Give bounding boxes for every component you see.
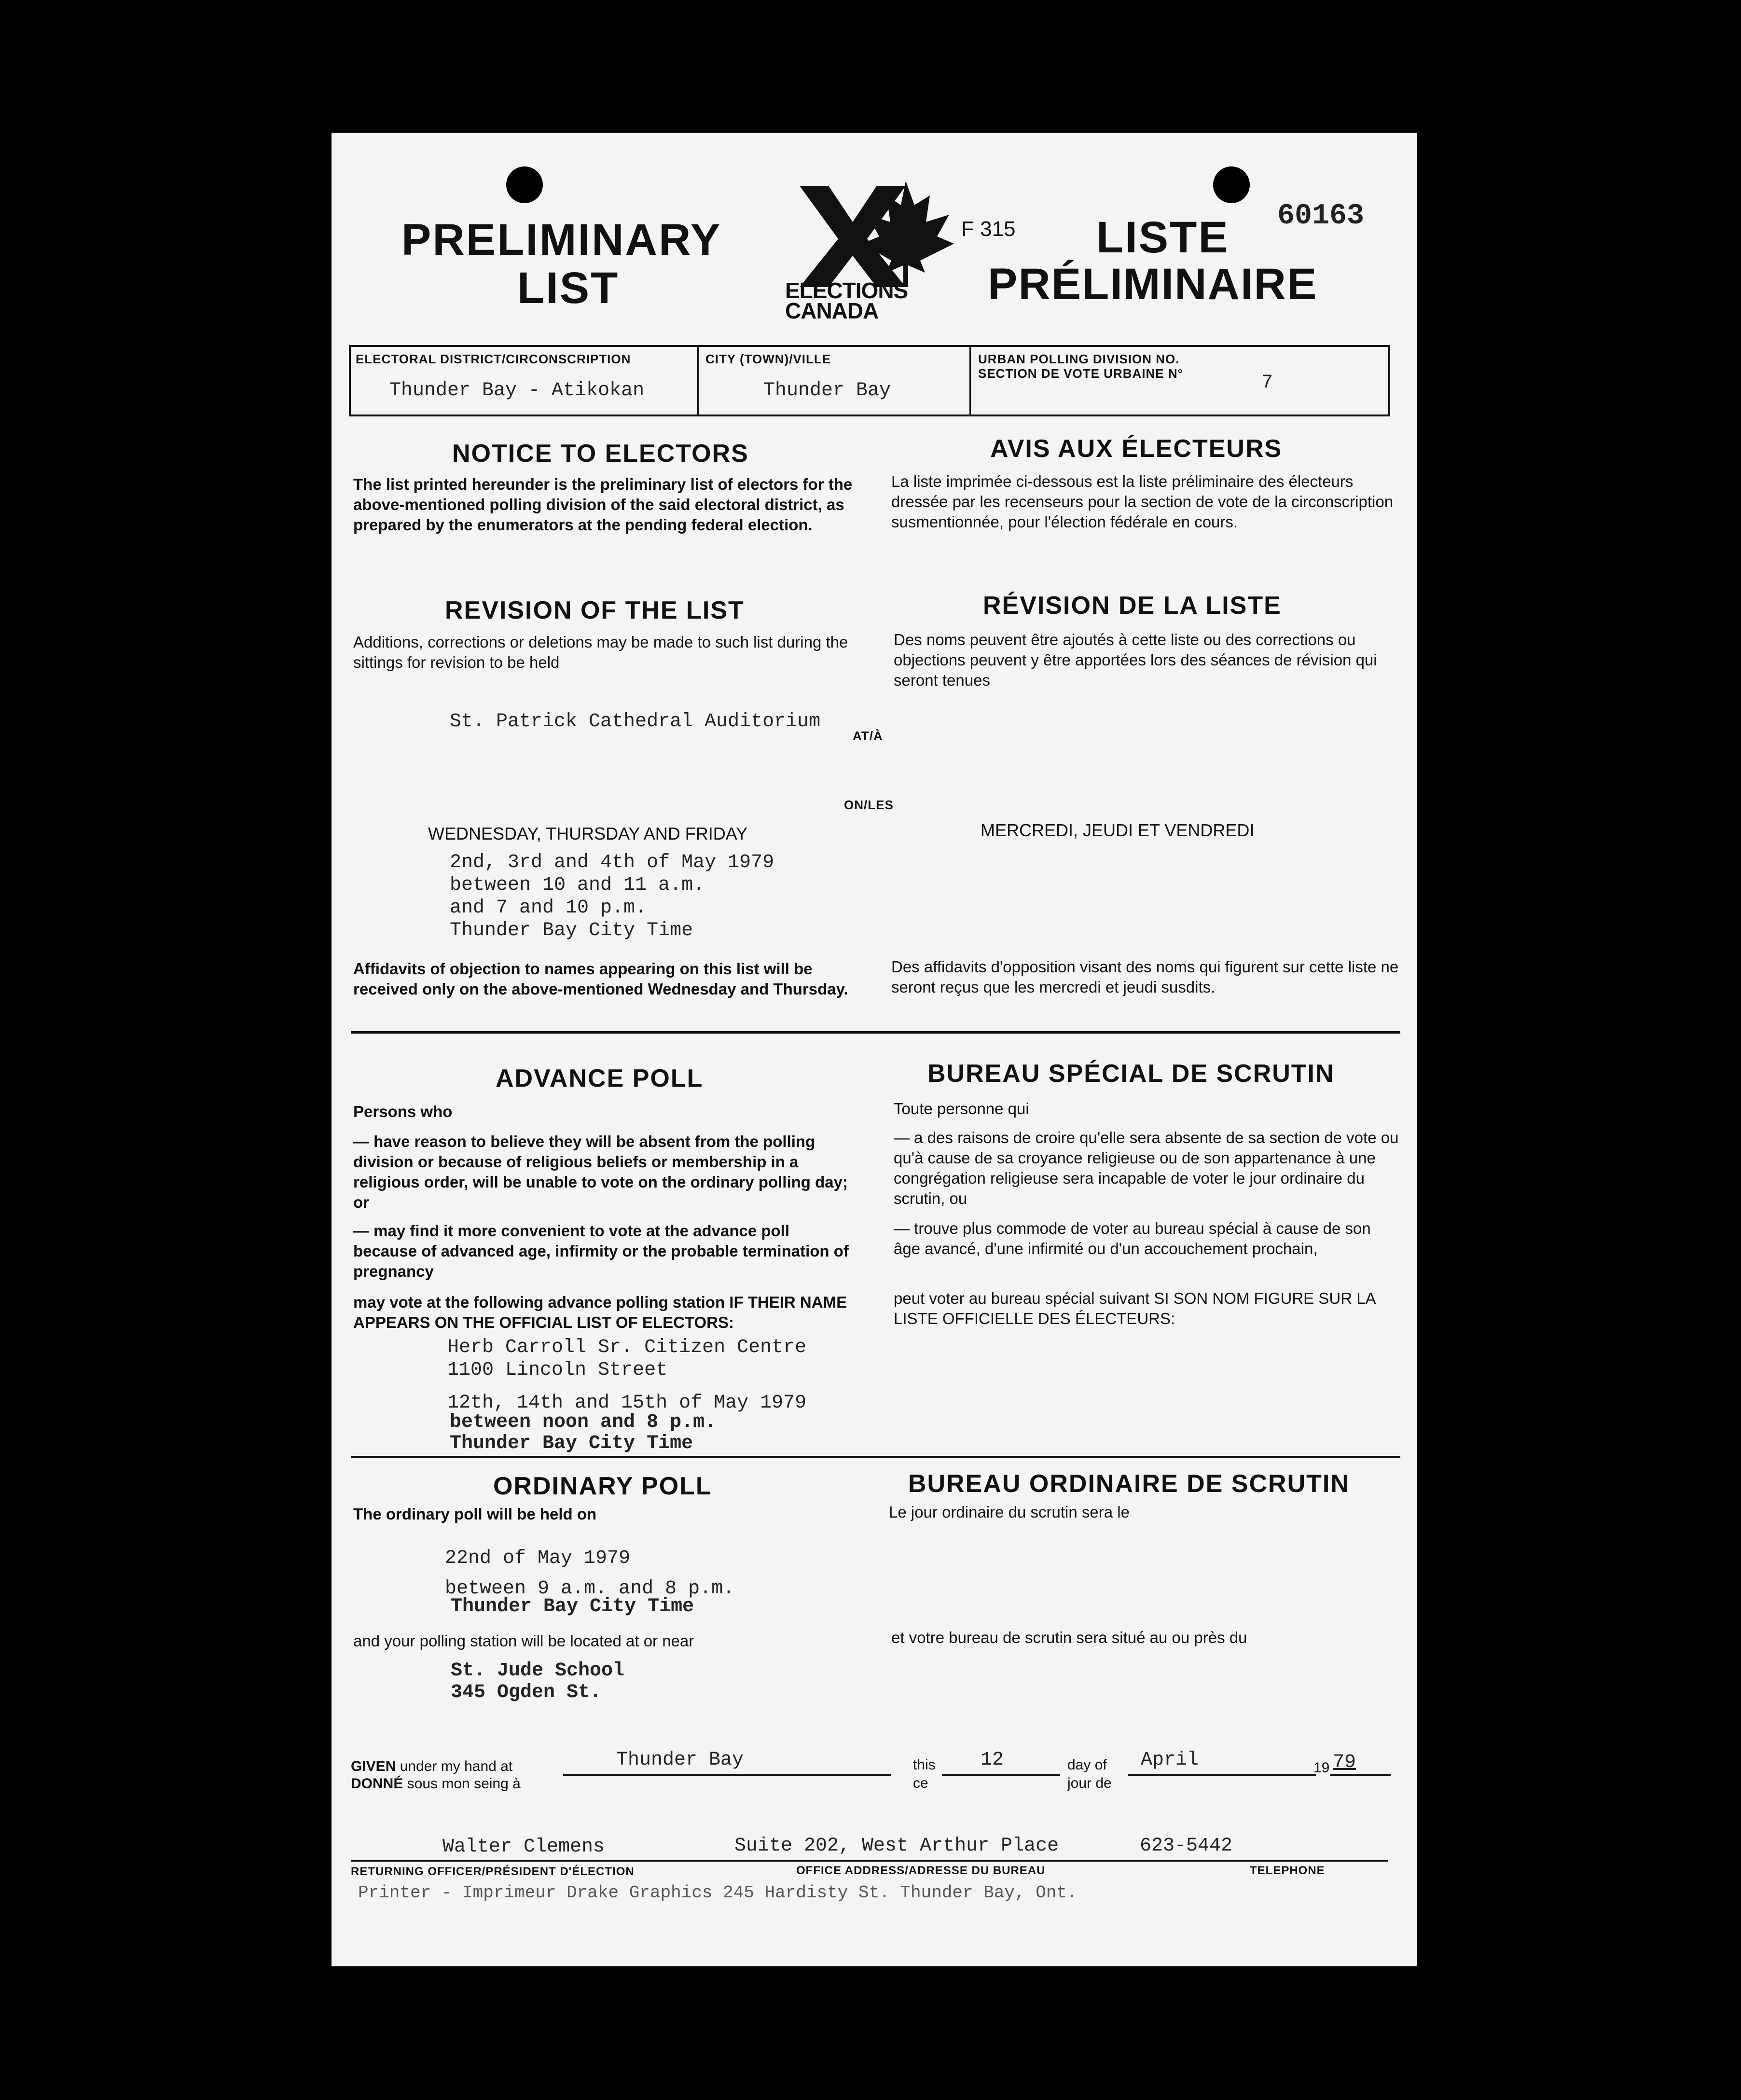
- revision-text-en: Additions, corrections or deletions may be made to such list during the sittings for revision to be held: [353, 633, 848, 671]
- title-en-line-1: PRELIMINARY: [401, 215, 722, 264]
- year-prefix: 19: [1313, 1760, 1330, 1776]
- advance-closing-en: may vote at the following advance polling station IF THEIR NAME APPEARS ON THE OFFICIAL LIST OF ELECTORS:: [353, 1293, 847, 1331]
- ordinary-place-2: 345 Ogden St.: [451, 1682, 602, 1703]
- given-label-en: GIVEN under my hand at: [351, 1758, 513, 1774]
- division-info-box: [349, 345, 1390, 416]
- advance-heading-fr: BUREAU SPÉCIAL DE SCRUTIN: [927, 1060, 1335, 1088]
- officer-name: Walter Clemens: [442, 1836, 605, 1858]
- advance-item-1-fr: — a des raisons de croire qu'elle sera absente de sa section de vote ou qu'à cause de sa croyance religieuse ou de son appartenance à une congrégation religieuse sera incapable de voter le jour ordinaire du scrutin, ou: [894, 1129, 1399, 1207]
- advance-place-2: 1100 Lincoln Street: [447, 1359, 668, 1381]
- punch-hole-right: [1213, 166, 1250, 203]
- advance-item-2-fr: — trouve plus commode de voter au bureau spécial à cause de son âge avancé, d'une infirmité ou d'un accouchement prochain,: [894, 1219, 1371, 1257]
- affidavit-text-en: Affidavits of objection to names appearing on this list will be received only on the above-mentioned Wednesday and Thursday.: [353, 960, 848, 998]
- logo-text-elections: ELECTIONS: [785, 278, 908, 303]
- revision-heading-en: REVISION OF THE LIST: [445, 596, 745, 624]
- notice-text-fr: La liste imprimée ci-dessous est la liste préliminaire des électeurs dressée par les recenseurs pour la section de vote de la circonscription susmentionnée, pour l'élection fédérale en cours.: [891, 472, 1394, 531]
- ordinary-date-1: 22nd of May 1979: [445, 1547, 631, 1569]
- advance-heading-en: ADVANCE POLL: [496, 1064, 704, 1092]
- advance-date-3: Thunder Bay City Time: [450, 1433, 693, 1454]
- form-number: F 315: [961, 217, 1016, 241]
- elections-canada-logo: [785, 176, 959, 323]
- this-label-en: this: [913, 1757, 936, 1773]
- revision-date-line-3: and 7 and 10 p.m.: [450, 897, 647, 919]
- title-fr-line-1: LISTE: [1096, 213, 1230, 262]
- affidavit-text-fr: Des affidavits d'opposition visant des noms qui figurent sur cette liste ne seront reçus que les mercredi et jeudi susdits.: [891, 958, 1399, 996]
- given-day: 12: [981, 1749, 1004, 1771]
- advance-date-1: 12th, 14th and 15th of May 1979: [447, 1392, 807, 1414]
- advance-date-2: between noon and 8 p.m.: [450, 1411, 717, 1433]
- revision-date-line-1: 2nd, 3rd and 4th of May 1979: [450, 852, 774, 873]
- ordinary-date-2: between 9 a.m. and 8 p.m.: [445, 1578, 735, 1600]
- ordinary-station-fr: et votre bureau de scrutin sera situé au ou près du: [891, 1629, 1247, 1646]
- divider-ordinary: [351, 1456, 1400, 1458]
- revision-heading-fr: RÉVISION DE LA LISTE: [983, 592, 1282, 620]
- given-day-line: [942, 1774, 1060, 1776]
- title-fr-line-2: PRÉLIMINAIRE: [988, 260, 1318, 309]
- punch-hole-left: [506, 166, 543, 203]
- this-label-fr: ce: [913, 1775, 928, 1791]
- notice-heading-en: NOTICE TO ELECTORS: [452, 440, 749, 468]
- notice-heading-fr: AVIS AUX ÉLECTEURS: [990, 435, 1283, 463]
- divider-advance: [351, 1031, 1400, 1034]
- ordinary-intro-fr: Le jour ordinaire du scrutin sera le: [889, 1503, 1130, 1521]
- given-place-line: [563, 1774, 891, 1776]
- office-address: Suite 202, West Arthur Place: [734, 1835, 1059, 1857]
- address-label: OFFICE ADDRESS/ADRESSE DU BUREAU: [796, 1864, 1046, 1877]
- advance-intro-en: Persons who: [353, 1103, 453, 1120]
- revision-date-line-4: Thunder Bay City Time: [450, 920, 693, 941]
- on-label: ON/LES: [844, 798, 894, 812]
- year-suffix: 79: [1333, 1752, 1356, 1773]
- given-month-line: [1128, 1774, 1316, 1776]
- officer-label: RETURNING OFFICER/PRÉSIDENT D'ÉLECTION: [351, 1865, 635, 1878]
- advance-intro-fr: Toute personne qui: [894, 1100, 1029, 1118]
- given-label-fr: DONNÉ sous mon seing à: [351, 1776, 521, 1792]
- at-label: AT/À: [853, 729, 883, 743]
- logo-text-canada: CANADA: [785, 298, 879, 323]
- notice-text-en: The list printed hereunder is the preliminary list of electors for the above-mentioned polling division of the said electoral district, as prepared by the enumerators at the pending federal election.: [353, 475, 853, 534]
- revision-date-line-2: between 10 and 11 a.m.: [450, 874, 705, 896]
- ordinary-intro-en: The ordinary poll will be held on: [353, 1505, 597, 1523]
- revision-days-fr: MERCREDI, JEUDI ET VENDREDI: [981, 820, 1255, 840]
- advance-item-1-en: — have reason to believe they will be absent from the polling division or because of religious beliefs or membership in a religious order, will be unable to vote on the ordinary polling day; or: [353, 1133, 848, 1211]
- given-month: April: [1141, 1749, 1199, 1771]
- year-line: [1330, 1774, 1391, 1776]
- election-notice-sheet: [332, 133, 1417, 1966]
- advance-item-2-en: — may find it more convenient to vote at the advance poll because of advanced age, infirmity or the probable termination of pregnancy: [353, 1222, 849, 1280]
- revision-days-en: WEDNESDAY, THURSDAY AND FRIDAY: [428, 824, 748, 843]
- serial-number: 60163: [1277, 200, 1365, 233]
- ordinary-place-1: St. Jude School: [451, 1660, 625, 1682]
- district-label: ELECTORAL DISTRICT/CIRCONSCRIPTION: [356, 352, 631, 366]
- ordinary-heading-en: ORDINARY POLL: [493, 1472, 712, 1500]
- ordinary-date-3: Thunder Bay City Time: [451, 1596, 694, 1617]
- city-value: Thunder Bay: [763, 380, 891, 401]
- revision-text-fr: Des noms peuvent être ajoutés à cette liste ou des corrections ou objections peuvent y être apportées lors des séances de révision qui seront tenues: [894, 631, 1377, 689]
- city-label: CITY (TOWN)/VILLE: [705, 352, 831, 366]
- ordinary-heading-fr: BUREAU ORDINAIRE DE SCRUTIN: [908, 1470, 1350, 1498]
- day-of-label-en: day of: [1067, 1757, 1107, 1773]
- day-of-label-fr: jour de: [1067, 1775, 1112, 1791]
- revision-location: St. Patrick Cathedral Auditorium: [450, 711, 821, 732]
- ordinary-station-en: and your polling station will be located at or near: [353, 1632, 694, 1650]
- officer-telephone: 623-5442: [1140, 1835, 1233, 1857]
- division-label-1: URBAN POLLING DIVISION NO.: [978, 352, 1180, 366]
- advance-closing-fr: peut voter au bureau spécial suivant SI SON NOM FIGURE SUR LA LISTE OFFICIELLE DES ÉLECTEURS:: [894, 1289, 1375, 1327]
- title-en-line-2: LIST: [517, 263, 620, 313]
- district-value: Thunder Bay - Atikokan: [389, 380, 645, 401]
- signature-line: [351, 1860, 1388, 1862]
- division-label-2: SECTION DE VOTE URBAINE N°: [978, 366, 1183, 381]
- division-value: 7: [1261, 372, 1273, 394]
- telephone-label: TELEPHONE: [1250, 1864, 1325, 1877]
- advance-place-1: Herb Carroll Sr. Citizen Centre: [447, 1337, 807, 1358]
- given-place: Thunder Bay: [616, 1749, 744, 1771]
- printer-line: Printer - Imprimeur Drake Graphics 245 Hardisty St. Thunder Bay, Ont.: [358, 1883, 1078, 1903]
